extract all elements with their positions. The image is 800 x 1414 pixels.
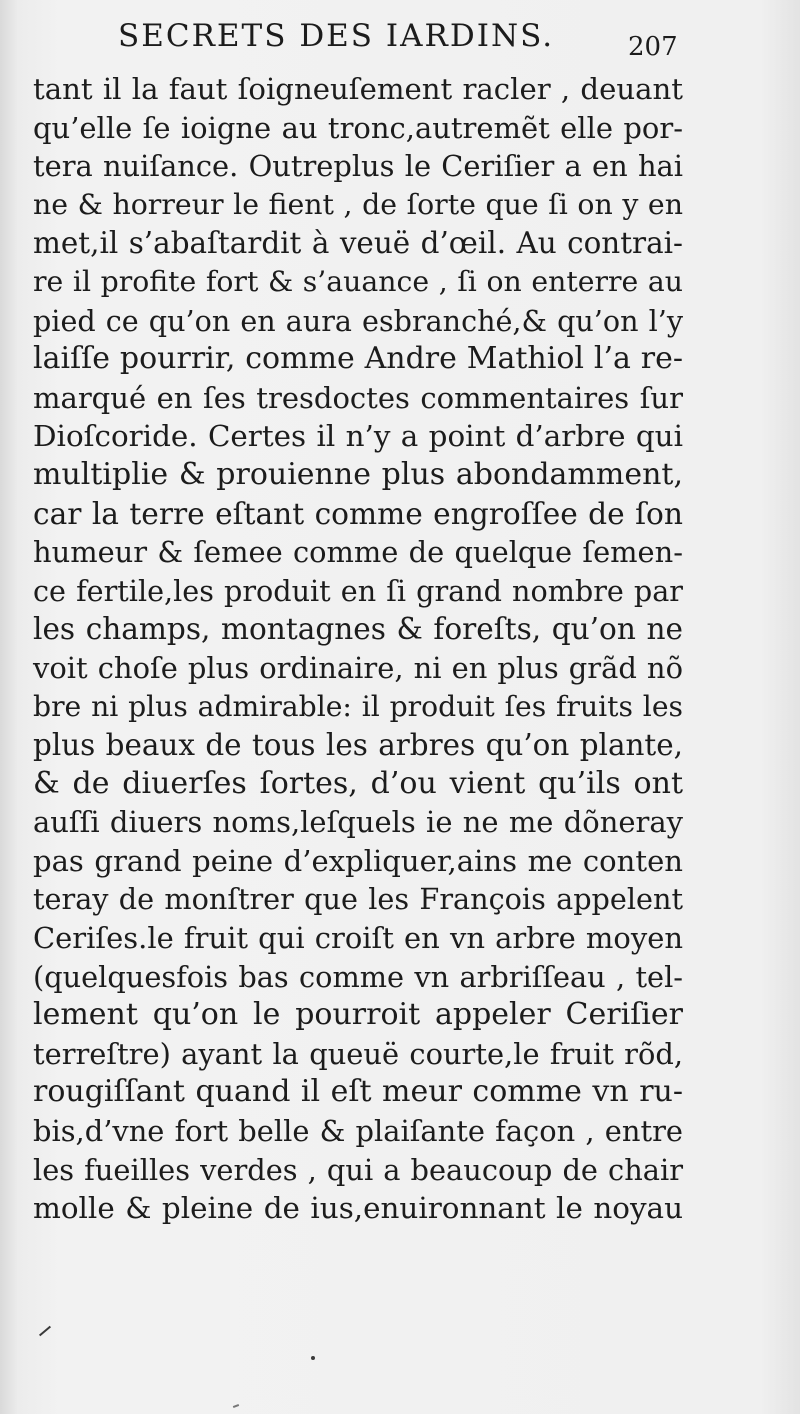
text-line: teray de monſtrer que les François appelent [33,882,683,917]
text-line: ce fertile,les produit en ſi grand nombre par [33,573,683,608]
page-header [0,18,800,62]
text-line: bis,d’vne fort belle & plaiſante façon , entre [33,1114,683,1149]
text-line: ne & horreur le fient , de ſorte que ſi on y en [33,187,683,221]
body-text [33,70,683,1228]
text-line: marqué en ſes tresdoctes commentaires ſur [33,380,683,415]
text-line: multiplie & prouienne plus abondamment, [33,456,683,492]
page-number: 207 [628,32,678,62]
text-line: les fueilles verdes , qui a beaucoup de chair [33,1152,683,1187]
text-line: pied ce qu’on en aura esbranché,& qu’on l’y [33,303,683,338]
text-line: (quelquesfois bas comme vn arbriſſeau , tel- [33,959,683,994]
text-line: pas grand peine d’expliquer,ains me conten [33,843,683,878]
text-line: Dioſcoride. Certes il n’y a point d’arbre qui [33,419,683,454]
text-line: & de diuerſes ſortes, d’ou vient qu’ils ont [33,765,683,801]
text-line: re il profite fort & s’auance , ſi on enterre au [33,264,683,298]
text-line: laiſſe pourrir, comme Andre Mathiol l’a re- [33,341,683,377]
text-line: tera nuiſance. Outreplus le Ceriſier a en hai [33,149,683,184]
text-line: auſſi diuers noms,leſquels ie ne me dõneray [33,805,683,840]
text-line: molle & pleine de ius,enuironnant le noyau [33,1191,683,1226]
ink-speck-mark [233,1404,239,1408]
running-title: SECRETS DES IARDINS. [118,18,555,54]
text-line: voit choſe plus ordinaire, ni en plus grãd nõ [33,650,683,685]
ink-dot-mark [311,1356,315,1360]
text-line: bre ni plus admirable: il produit ſes fruits les [33,689,683,723]
text-line: les champs, montagnes & foreſts, qu’on ne [33,612,683,647]
text-line: tant il la faut ſoigneuſement racler , deuant [33,72,683,106]
text-line: lement qu’on le pourroit appeler Ceriſier [33,997,683,1033]
text-line: Ceriſes.le fruit qui croiſt en vn arbre moyen [33,921,683,956]
text-line: met,il s’abaſtardit à veuë d’œil. Au contrai- [33,226,683,261]
text-line: rougiſſant quand il eſt meur comme vn ru- [33,1074,683,1110]
text-line: qu’elle ſe ioigne au tronc,autremẽt elle por- [33,110,683,145]
text-line: terreſtre) ayant la queuë courte,le fruit rõd, [33,1036,683,1071]
text-line: car la terre eſtant comme engroſſee de ſon [33,495,683,531]
text-line: plus beaux de tous les arbres qu’on plante, [33,728,683,763]
pen-stroke-mark [39,1326,51,1337]
text-line: humeur & ſemee comme de quelque ſemen- [33,535,683,570]
